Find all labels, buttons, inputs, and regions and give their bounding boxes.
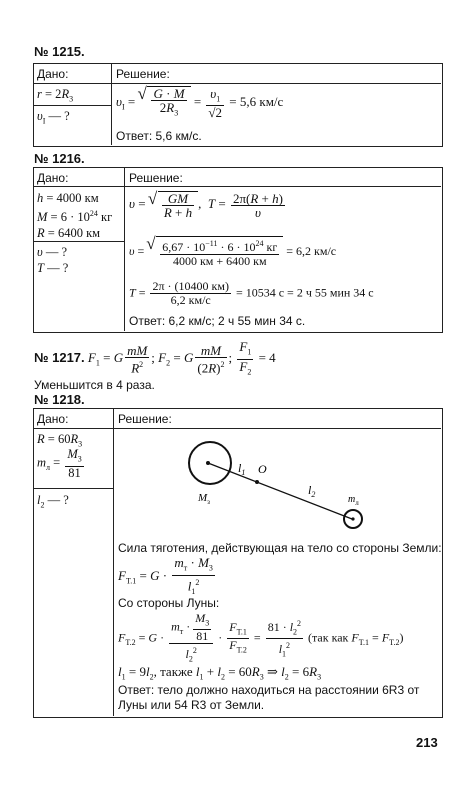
problem-1217-conclusion: Уменьшится в 4 раза. [34,378,155,392]
given-header: Дано: [37,412,69,426]
solution-header: Решение: [116,67,170,81]
unknown-item: $l_2$ — ? [37,493,69,510]
point-o-dot [255,480,259,484]
problem-1217-formula: № 1217. $F_1 = G$ $\frac{mM}{R^2}$ ; $F_2 = G$ $\frac{mM}{(2R)^2}$ ; $\frac{F_1}{F_2}$ = 4 [34,339,276,377]
moon-center-dot [351,517,354,520]
given-item: $M = 6 \cdot 10^{24}$ кг [37,209,113,225]
label-earth-mass: $M_з$ [198,492,210,506]
label-l2: $l_2$ [308,483,316,499]
formula-orbital-velocity: $\upsilon_I$ = √ $\frac{G \cdot M}{2R_3}$ = $\frac{\upsilon_1}{√2}$ = 5,6 км/с [116,86,283,120]
problem-1215-number: № 1215. [34,44,85,59]
formula-velocity-value: υ = √ $\frac{6,67 \cdot 10^{-11} \cdot 6 \cdot 10^{24} кг}{4000 км + 6400 км}$ = 6,2 км/с [129,236,336,268]
answer-line-1: Ответ: тело должно находиться на расстоянии 6R3 от [118,683,420,697]
text-moon-force: Со стороны Луны: [118,596,220,610]
earth-moon-diagram [114,430,440,540]
label-moon-mass: $m_л$ [348,494,359,507]
given-header: Дано: [37,67,69,81]
label-l1: $l_1$ [238,461,246,477]
solution-header: Решение: [118,412,172,426]
text-earth-force: Сила тяготения, действующая на тело со стороны Земли: [118,541,442,555]
formula-result: $l_1 = 9l_2$, также $l_1 + l_2 = 60R_3$ ⇒ $l_2 = 6R_3$ [118,664,322,682]
unknown-item: $\upsilon_I$ — ? [37,109,70,126]
label-o: O [258,462,267,476]
given-item: $r = 2R_3$ [37,87,74,104]
unknown-item: υ — ? [37,245,68,259]
given-item: $R = 60R_3$ [37,432,83,449]
solution-header: Решение: [129,171,183,185]
problem-1217-number: № 1217. [34,350,85,366]
formula-moon-force: $F_{T.2} = G$ · $m_т$ · $\frac{M_3}{81}$ $l_2^2$ · $\frac{F_{T.1}}{F_{T.2}}$ = $\frac{81 \cdot l_2^2}{l_1^2}$ (так как $F_{T.1} = F_{T.2}$) [118,611,404,664]
answer-line-2: Луны или 54 R3 от Земли. [118,698,265,712]
problem-1218-number: № 1218. [34,392,85,407]
given-item: $m_л$ = $\frac{M_3}{81}$ [37,447,82,480]
answer: Ответ: 5,6 км/с. [116,129,202,143]
given-header: Дано: [37,171,69,185]
distance-line [208,463,352,519]
unknown-item: T — ? [37,261,69,275]
formula-earth-force: $F_{T.1} = G$ · $\frac{m_т \cdot M_3}{l_1^2}$ [118,555,213,596]
unknown-list [37,244,68,276]
given-item: h = 4000 км [37,191,99,205]
given-item: R = 6400 км [37,226,101,241]
page-number: 213 [416,735,438,750]
formula-velocity-period: υ = √ $\frac{GM}{R + h}$ , T = $\frac{2\pi(R + h)}{\upsilon}$ [129,191,287,219]
given-list [37,190,112,241]
formula-period-value: T = $\frac{2\pi \cdot (10400 км)}{6,2 км/с}$ = 10534 с = 2 ч 55 мин 34 с [129,279,374,307]
problem-1216-number: № 1216. [34,151,85,166]
answer: Ответ: 6,2 км/с; 2 ч 55 мин 34 с. [129,314,306,328]
